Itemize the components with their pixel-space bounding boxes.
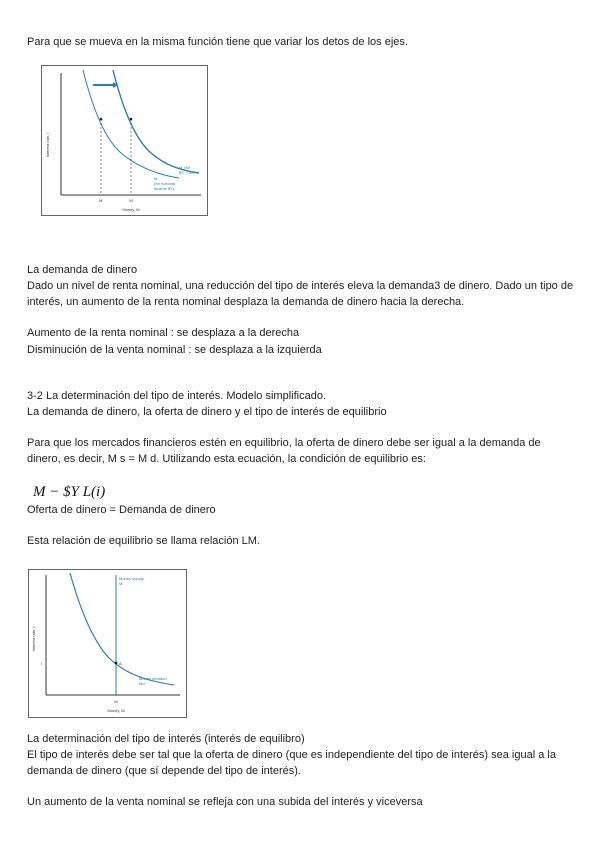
fig1-xlabel: Money, M [122,207,140,212]
point-2 [130,118,133,121]
fig2-point-label: A [119,661,122,666]
fig1-ylabel: Interest rate, i [45,132,50,158]
lm-formula: M − $Y L(i) [33,484,106,500]
fig2-demand-label-2: Md [139,681,145,686]
fig2-tick-y: i [41,661,42,666]
section-32-subheading: La demanda de dinero, la oferta de dinero y el tipo de interés de equilibrio [27,406,387,418]
equilibrium-closing: Un aumento de la venta nominal se refleja con una subida del interés y viceversa [27,796,423,808]
figure-frame [42,66,208,216]
fig2-supply-label-2: M [119,581,123,586]
fig2-xlabel: Money, M [107,708,125,713]
demand-title: La demanda de dinero [27,264,138,276]
demand-decrease: Disminución de la venta nominal : se desplaza a la izquierda [27,344,322,356]
point-1 [100,118,103,121]
fig2-tick-x: M [114,699,118,704]
formula-caption: Oferta de dinero = Demanda de dinero [27,504,216,516]
fig1-tick-x2: M [129,198,133,203]
money-demand-shift-chart [41,65,208,216]
equilibrium-title: La determinación del tipo de interés (interés de equilibro) [27,733,305,745]
fig1-curve1-label-2: $Y' > $Y) [179,170,196,175]
fig2-ylabel: Interest rate, i [31,626,36,652]
figure-money-demand-shift [41,65,208,216]
section-32-heading: 3-2 La determinación del tipo de interés. Modelo simplificado. [27,390,326,402]
fig2-supply-label-1: Money supply, [119,576,145,581]
equilibrium-point [115,662,118,665]
fig1-curve1-label-1: M' (for [179,165,191,170]
fig1-curve2-label-2: (for nominal [154,181,176,186]
equilibrium-body: El tipo de interés debe ser tal que la oferta de dinero (que es independiente del tipo de interés) sea igual a la demanda de dinero (que sí depende del tipo de interés). [27,749,556,777]
fig1-curve2-label-1: M [154,176,158,181]
intro-text: Para que se mueva en la misma función tiene que variar los detos de los ejes. [27,36,408,48]
fig1-curve2-label-3: income $Y) [154,186,175,191]
section-32-body: Para que los mercados financieros estén en equilibrio, la oferta de dinero debe ser igual a la demanda de dinero, es decir, M s = M d. Utilizando esta ecuación, la condición de equilibrio es: [27,437,541,465]
demand-body: Dado un nivel de renta nominal, una reducción del tipo de interés eleva la demanda3 de dinero. Dado un tipo de interés, un aumento de la renta nominal desplaza la demanda de dinero hacia la derecha. [27,280,574,308]
demand-increase: Aumento de la renta nominal : se desplaza a la derecha [27,327,300,339]
lm-sentence: Esta relación de equilibrio se llama relación LM. [27,535,260,547]
money-equilibrium-chart [28,569,187,718]
fig1-tick-x1: M' [98,198,104,203]
figure-money-equilibrium [28,569,187,718]
fig2-demand-label-1: Money demand [139,676,167,681]
